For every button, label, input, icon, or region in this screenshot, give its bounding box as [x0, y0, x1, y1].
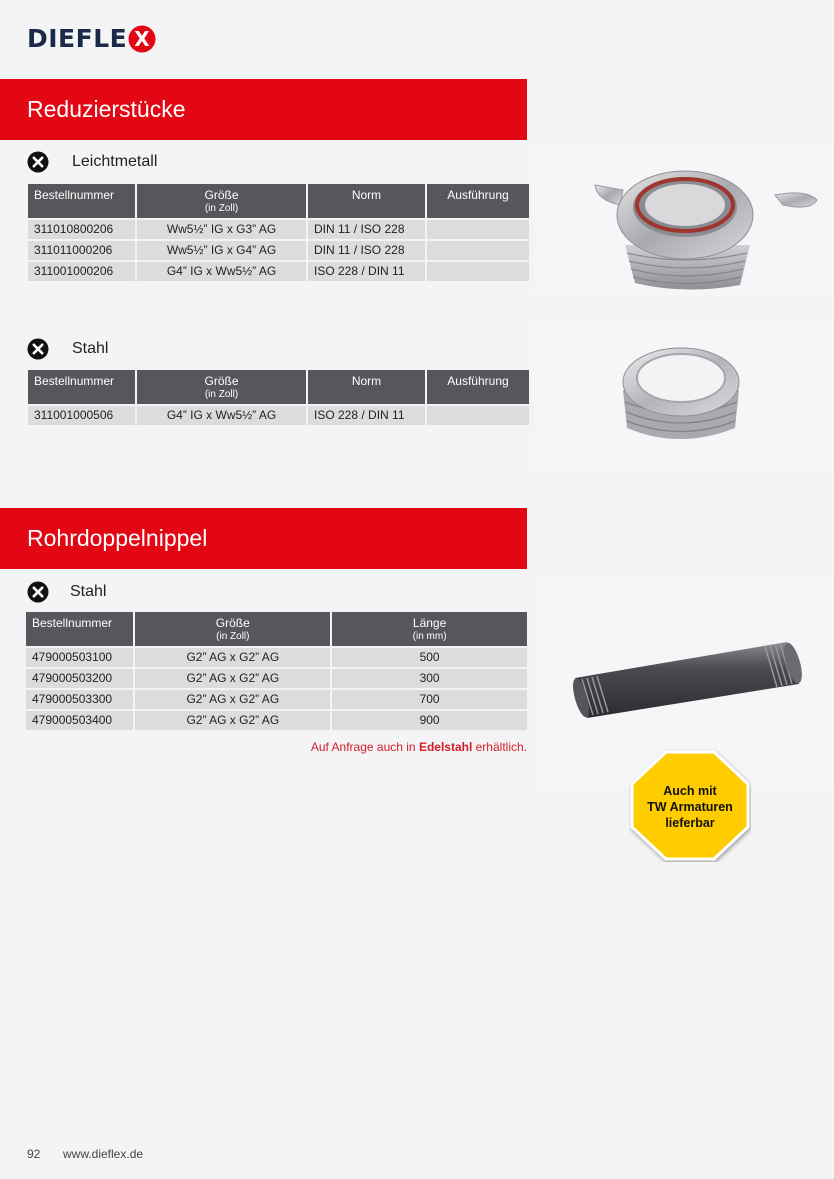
availability-note: Auf Anfrage auch in Edelstahl erhältlich.	[310, 740, 527, 754]
subheading-stahl	[27, 338, 108, 360]
col-header-bestellnummer: Bestellnummer	[28, 370, 135, 404]
cell-bestellnummer: 311010800206	[28, 220, 135, 239]
table-row	[26, 648, 527, 667]
section-banner-reduzierstuecke	[0, 79, 527, 140]
logo-text: DIEFLE	[27, 24, 128, 53]
section-title: Reduzierstücke	[27, 96, 186, 122]
cell-groesse: G4” IG x Ww5½” AG	[137, 262, 306, 281]
col-header-unit: (in Zoll)	[204, 389, 239, 400]
cell-groesse: G2” AG x G2” AG	[135, 648, 330, 667]
col-header-unit: (in mm)	[412, 631, 447, 642]
cell-bestellnummer: 479000503400	[26, 711, 133, 730]
cell-groesse: G2” AG x G2” AG	[135, 690, 330, 709]
subheading-stahl-nippel	[27, 581, 106, 603]
cell-groesse: G2” AG x G2” AG	[135, 669, 330, 688]
cell-bestellnummer: 479000503100	[26, 648, 133, 667]
col-header-bestellnummer: Bestellnummer	[26, 612, 133, 646]
table-row	[26, 690, 527, 709]
col-header-laenge: Länge (in mm)	[332, 612, 527, 646]
cell-bestellnummer: 311011000206	[28, 241, 135, 260]
cell-ausfuehrung	[427, 406, 529, 425]
table-leichtmetall	[26, 182, 531, 283]
x-circle-icon	[27, 581, 49, 603]
cell-norm: ISO 228 / DIN 11	[308, 262, 425, 281]
col-header-norm: Norm	[308, 184, 425, 218]
footer-website-link[interactable]: www.dieflex.de	[63, 1147, 144, 1161]
section-title: Rohrdoppelnippel	[27, 525, 208, 551]
product-photo-stahl-reducer	[535, 320, 834, 470]
product-photo-leichtmetall-reducer	[535, 145, 834, 295]
table-header-row	[28, 370, 529, 404]
cell-laenge: 500	[332, 648, 527, 667]
dieflex-logo	[27, 24, 156, 54]
table-row	[28, 262, 529, 281]
table-header-row	[28, 184, 529, 218]
col-header-norm: Norm	[308, 370, 425, 404]
col-header-ausfuehrung: Ausführung	[427, 370, 529, 404]
col-header-bestellnummer: Bestellnummer	[28, 184, 135, 218]
subheading-text: Stahl	[70, 583, 107, 600]
subheading-leichtmetall	[27, 151, 157, 173]
table-row	[26, 711, 527, 730]
subheading-text: Leichtmetall	[72, 153, 158, 170]
col-header-ausfuehrung: Ausführung	[427, 184, 529, 218]
cell-bestellnummer: 479000503200	[26, 669, 133, 688]
cell-laenge: 700	[332, 690, 527, 709]
cell-bestellnummer: 479000503300	[26, 690, 133, 709]
svg-text:X: X	[134, 27, 150, 51]
subheading-text: Stahl	[72, 340, 109, 357]
cell-laenge: 300	[332, 669, 527, 688]
cell-bestellnummer: 311001000206	[28, 262, 135, 281]
badge-text: Auch mit TW Armaturen lieferbar	[647, 784, 733, 830]
cell-ausfuehrung	[427, 220, 529, 239]
col-header-groesse: Größe (in Zoll)	[135, 612, 330, 646]
cell-norm: ISO 228 / DIN 11	[308, 406, 425, 425]
col-header-unit: (in Zoll)	[204, 203, 239, 214]
section-banner-rohrdoppelnippel	[0, 508, 527, 569]
cell-laenge: 900	[332, 711, 527, 730]
cell-groesse: Ww5½” IG x G4” AG	[137, 241, 306, 260]
cell-ausfuehrung	[427, 262, 529, 281]
logo-x-icon	[128, 25, 156, 53]
table-row	[28, 220, 529, 239]
table-rohrdoppelnippel	[24, 610, 529, 732]
cell-ausfuehrung	[427, 241, 529, 260]
cell-groesse: G2” AG x G2” AG	[135, 711, 330, 730]
col-header-unit: (in Zoll)	[216, 631, 250, 642]
cell-groesse: Ww5½” IG x G3” AG	[137, 220, 306, 239]
cell-norm: DIN 11 / ISO 228	[308, 241, 425, 260]
x-circle-icon	[27, 338, 49, 360]
table-row	[28, 406, 529, 425]
cell-bestellnummer: 311001000506	[28, 406, 135, 425]
x-circle-icon	[27, 151, 49, 173]
note-material: Edelstahl	[418, 740, 473, 754]
cell-norm: DIN 11 / ISO 228	[308, 220, 425, 239]
cell-groesse: G4” IG x Ww5½” AG	[137, 406, 306, 425]
table-header-row	[26, 612, 527, 646]
table-stahl-reducer	[26, 368, 531, 427]
col-header-groesse: Größe (in Zoll)	[137, 184, 306, 218]
table-row	[28, 241, 529, 260]
table-row	[26, 669, 527, 688]
page-number: 92	[27, 1147, 41, 1161]
col-header-groesse: Größe (in Zoll)	[137, 370, 306, 404]
